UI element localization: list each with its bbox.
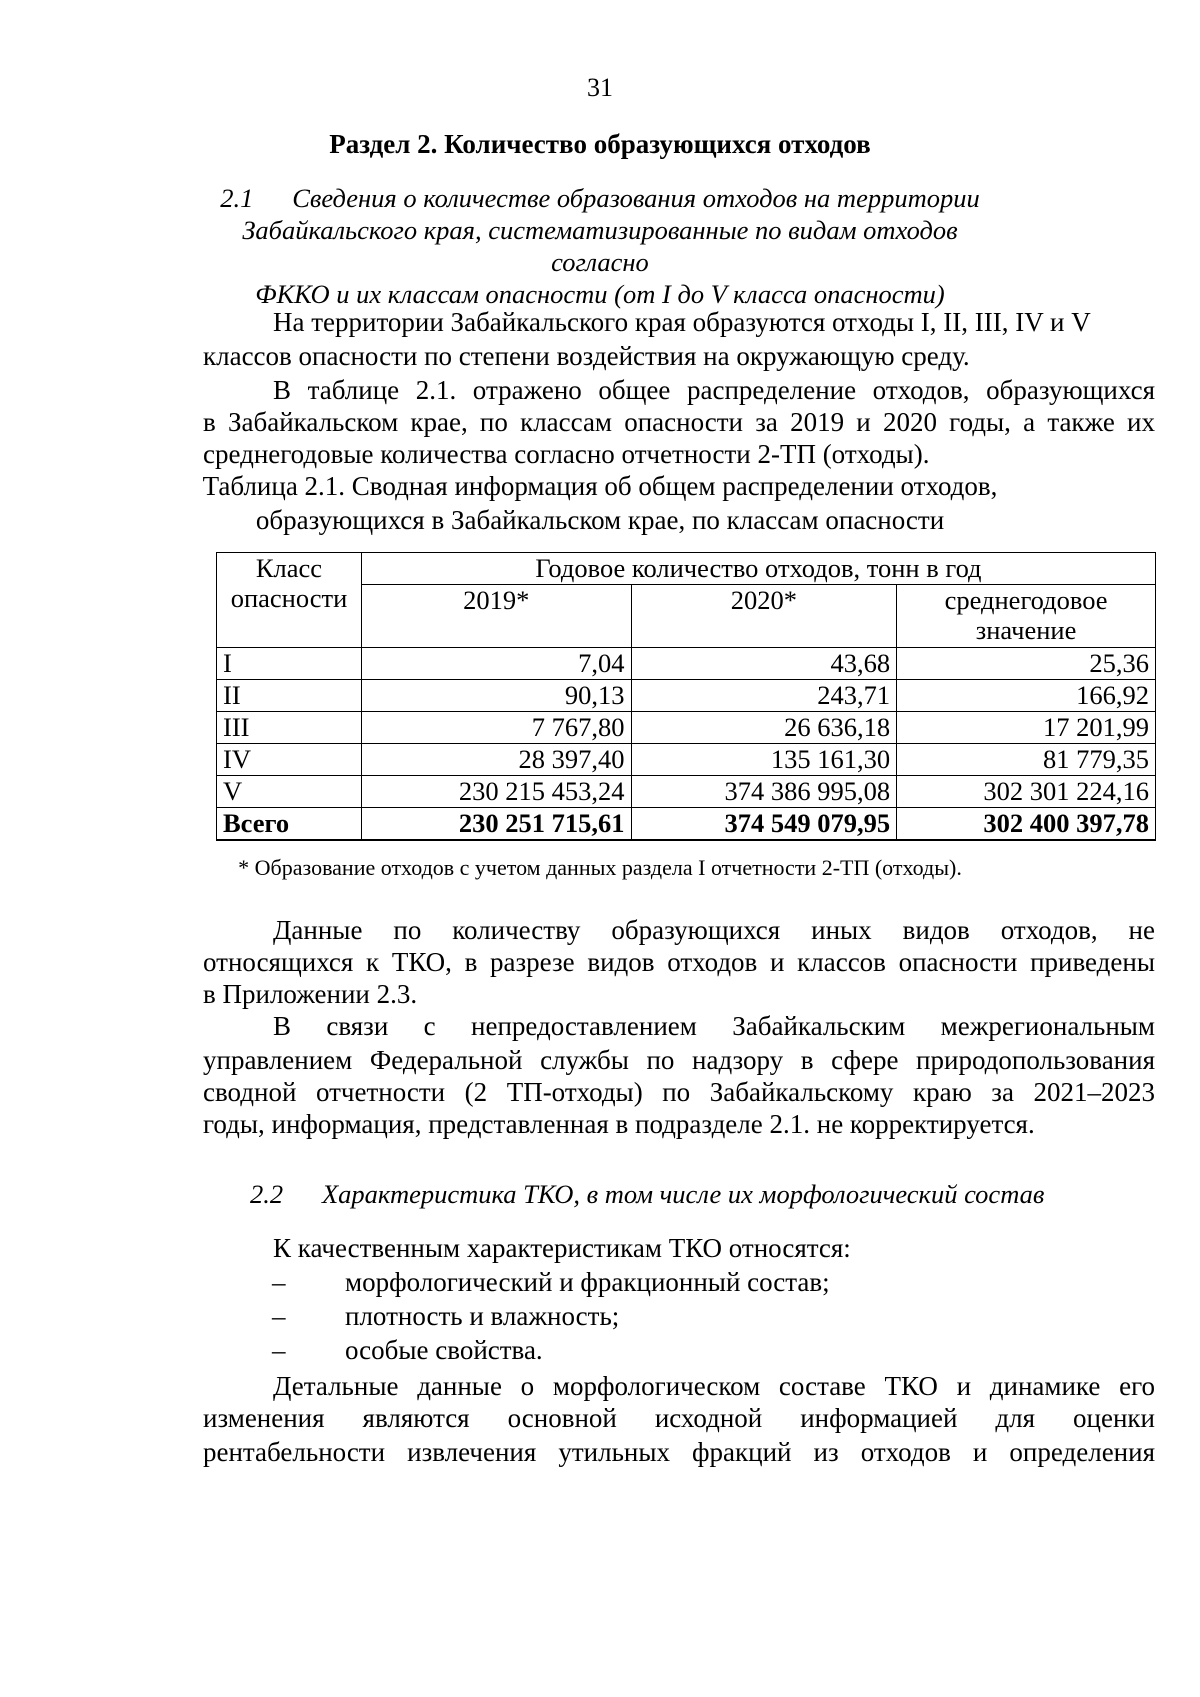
table-header-row <box>217 553 1156 585</box>
table-footnote: * Образование отходов с учетом данных раздела I отчетности 2-ТП (отходы). <box>238 855 962 880</box>
subsection-2-1-line-2: Забайкальского края, систематизированные по видам отходов согласно <box>242 215 958 277</box>
section-title: Раздел 2. Количество образующихся отходов <box>329 129 871 159</box>
para6-line-3: рентабельности извлечения утильных фракций из отходов и определения <box>203 1437 1155 1467</box>
subsection-2-1-line-3: ФККО и их классам опасности (от I до V класса опасности) <box>255 279 945 309</box>
para6-line-1: Детальные данные о морфологическом составе ТКО и динамике его <box>273 1371 1155 1401</box>
value-avg-cell: 25,36 <box>897 648 1156 680</box>
para4-line-1: В связи с непредоставлением Забайкальским межрегиональным <box>273 1011 1155 1041</box>
table-total-row <box>217 808 1156 841</box>
table-row <box>217 776 1156 808</box>
subsection-2-2-number: 2.2 <box>250 1179 284 1209</box>
header-group-cell: Годовое количество отходов, тонн в год <box>361 553 1155 585</box>
value-avg-cell: 81 779,35 <box>897 744 1156 776</box>
subsection-2-2-title: Характеристика ТКО, в том числе их морфологический состав <box>322 1179 1045 1209</box>
para4-line-3: сводной отчетности (2 ТП-отходы) по Забайкальскому краю за 2021–2023 <box>203 1077 1155 1107</box>
para1-line-2: классов опасности по степени воздействия на окружающую среду. <box>203 341 970 371</box>
class-cell: III <box>217 712 362 744</box>
table-caption-line-2: образующихся в Забайкальском крае, по классам опасности <box>255 505 945 535</box>
class-cell: II <box>217 680 362 712</box>
table-row <box>217 712 1156 744</box>
header-2020-cell: 2020* <box>631 585 897 648</box>
subsection-2-2-heading <box>250 1178 1044 1210</box>
para1-line-1: На территории Забайкальского края образуются отходы I, II, III, IV и V <box>273 307 1091 337</box>
para2-line-3: среднегодовые количества согласно отчетности 2-ТП (отходы). <box>203 439 930 469</box>
total-2020-cell: 374 549 079,95 <box>631 808 897 841</box>
list-dash: – <box>272 1301 286 1331</box>
table-row <box>217 744 1156 776</box>
header-2019-cell: 2019* <box>361 585 631 648</box>
list-dash: – <box>272 1335 286 1365</box>
value-2020-cell: 243,71 <box>631 680 897 712</box>
para3-line-2: относящихся к ТКО, в разрезе видов отходов и классов опасности приведены <box>203 947 1155 977</box>
class-cell: I <box>217 648 362 680</box>
para6-line-2: изменения являются основной исходной информацией для оценки <box>203 1403 1155 1433</box>
page-number: 31 <box>587 73 613 102</box>
para3-line-1: Данные по количеству образующихся иных видов отходов, не <box>273 915 1155 945</box>
value-2019-cell: 7,04 <box>361 648 631 680</box>
table-caption-line-1: Таблица 2.1. Сводная информация об общем распределении отходов, <box>202 471 998 501</box>
subsection-2-1-line-1: 2.1 Сведения о количестве образования отходов на территории <box>220 183 980 213</box>
table-row <box>217 680 1156 712</box>
list-dash: – <box>272 1267 286 1297</box>
class-cell: V <box>217 776 362 808</box>
table-row <box>217 648 1156 680</box>
value-2019-cell: 90,13 <box>361 680 631 712</box>
waste-table <box>216 552 1156 841</box>
value-avg-cell: 302 301 224,16 <box>897 776 1156 808</box>
total-2019-cell: 230 251 715,61 <box>361 808 631 841</box>
list-item: морфологический и фракционный состав; <box>345 1267 830 1297</box>
value-avg-cell: 17 201,99 <box>897 712 1156 744</box>
class-cell: IV <box>217 744 362 776</box>
para5: К качественным характеристикам ТКО относятся: <box>273 1233 851 1263</box>
total-label-cell: Всего <box>217 808 362 841</box>
para2-line-2: в Забайкальском крае, по классам опасности за 2019 и 2020 годы, а также их <box>203 407 1155 437</box>
value-2020-cell: 135 161,30 <box>631 744 897 776</box>
total-avg-cell: 302 400 397,78 <box>897 808 1156 841</box>
value-2019-cell: 230 215 453,24 <box>361 776 631 808</box>
value-2019-cell: 7 767,80 <box>361 712 631 744</box>
subsection-2-1-heading <box>200 182 1000 310</box>
subsection-2-1-number: 2.1 <box>220 183 254 213</box>
value-avg-cell: 166,92 <box>897 680 1156 712</box>
list-item: плотность и влажность; <box>345 1301 620 1331</box>
value-2020-cell: 43,68 <box>631 648 897 680</box>
para2-line-1: В таблице 2.1. отражено общее распределение отходов, образующихся <box>273 375 1155 405</box>
value-2020-cell: 374 386 995,08 <box>631 776 897 808</box>
para4-line-2: управлением Федеральной службы по надзору в сфере природопользования <box>203 1045 1155 1075</box>
value-2019-cell: 28 397,40 <box>361 744 631 776</box>
header-avg-cell: среднегодовое значение <box>897 585 1156 648</box>
value-2020-cell: 26 636,18 <box>631 712 897 744</box>
header-class-cell: Класс опасности <box>217 553 362 648</box>
para4-line-4: годы, информация, представленная в подразделе 2.1. не корректируется. <box>203 1109 1035 1139</box>
para3-line-3: в Приложении 2.3. <box>203 979 418 1009</box>
list-item: особые свойства. <box>345 1335 543 1365</box>
